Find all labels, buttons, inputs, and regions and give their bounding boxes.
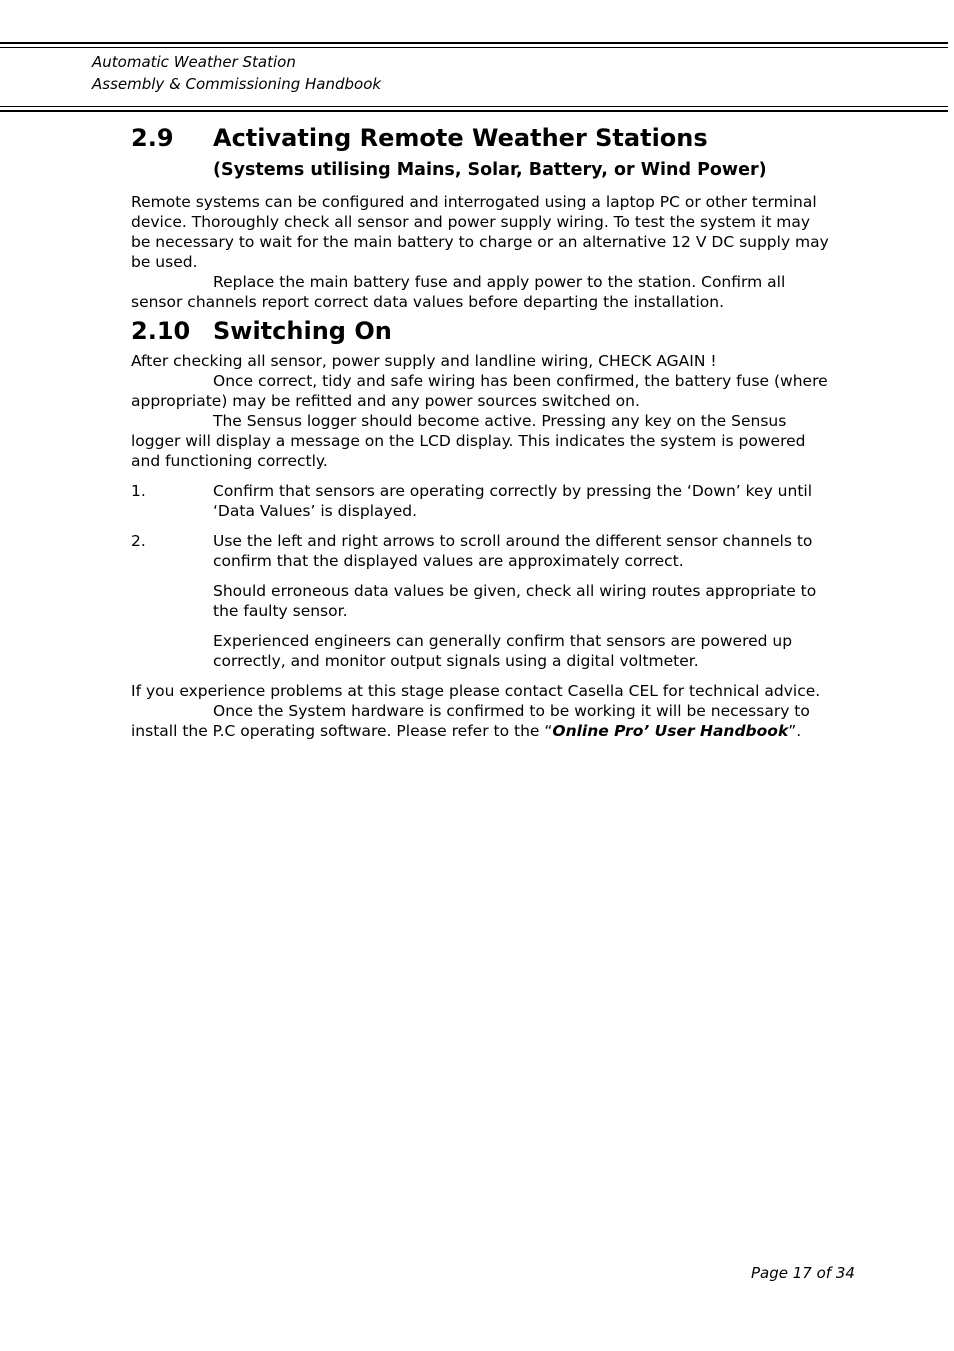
list-item	[131, 481, 831, 521]
list-item-number: 1.	[131, 482, 146, 500]
header-line-1: Automatic Weather Station	[92, 53, 296, 71]
list-item-text: Confirm that sensors are operating correctly by pressing the ‘Down’ key until ‘Data Values’ is displayed.	[213, 482, 813, 520]
para-5-tail: ”.	[788, 722, 802, 740]
header-rule-bottom-thin	[0, 106, 948, 107]
section-number: 2.10	[131, 317, 191, 345]
section-2-9-subtitle: (Systems utilising Mains, Solar, Battery, or Wind Power)	[213, 160, 767, 180]
note-text: Should erroneous data values be given, check all wiring routes appropriate to the faulty sensor.	[213, 582, 817, 620]
section-2-10-para-3: The Sensus logger should become active. Pressing any key on the Sensus logger will display a message on the LCD display. This indicates the system is powered and functioning correctly.	[131, 412, 806, 470]
header-line-2: Assembly & Commissioning Handbook	[92, 75, 382, 93]
section-2-10-para-4: If you experience problems at this stage please contact Casella CEL for technical advice.	[131, 682, 821, 700]
section-2-10-para-1: After checking all sensor, power supply and landline wiring, CHECK AGAIN !	[131, 352, 717, 370]
note-experienced-engineers	[131, 631, 831, 671]
section-2-9-para-1: Remote systems can be configured and interrogated using a laptop PC or other terminal device. Thoroughly check all sensor and power supply wiring. To test the system it may be necessary to wait for the main battery to charge or an alternative 12 V DC supply may be used.	[131, 193, 829, 271]
section-number: 2.9	[131, 124, 174, 152]
section-title: Switching On	[213, 317, 392, 345]
section-2-10-para-5	[131, 701, 831, 741]
section-2-10-para-2: Once correct, tidy and safe wiring has been confirmed, the battery fuse (where appropriate) may be refitted and any power sources switched on.	[131, 372, 828, 410]
header-rule-bottom-thick	[0, 110, 948, 112]
list-item-number: 2.	[131, 532, 146, 550]
page-body	[131, 124, 831, 741]
list-item-text: Use the left and right arrows to scroll around the different sensor channels to confirm that the displayed values are approximately correct.	[213, 532, 813, 570]
section-2-10-heading	[131, 317, 831, 349]
handbook-reference: Online Pro’ User Handbook	[552, 722, 789, 740]
header-rule-top-thin	[0, 47, 948, 48]
header-rule-top-thick	[0, 42, 948, 44]
section-title: Activating Remote Weather Stations	[213, 124, 708, 152]
section-2-9-heading	[131, 124, 831, 156]
page-number: Page 17 of 34	[751, 1264, 855, 1282]
header-title	[92, 51, 381, 95]
note-text: Experienced engineers can generally confirm that sensors are powered up correctly, and monitor output signals using a digital voltmeter.	[213, 632, 793, 670]
para-5-lead: Once the System hardware is confirmed to be working it will be necessary to install the P.C operating software. Please refer to the “	[131, 702, 810, 740]
note-erroneous-values	[131, 581, 831, 621]
list-item	[131, 531, 831, 571]
section-2-9-para-2: Replace the main battery fuse and apply power to the station. Confirm all sensor channels report correct data values before departing the installation.	[131, 273, 786, 311]
